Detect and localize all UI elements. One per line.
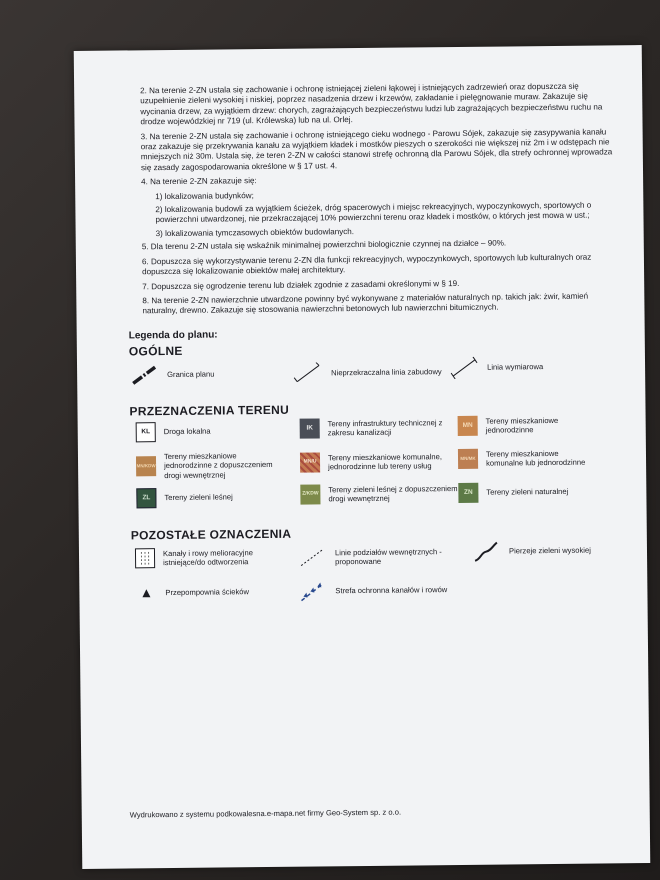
legend-mnu-label: Tereny mieszkaniowe komunalne, jednorodzinne lub tereny usług [327,451,443,472]
protection-zone-icon [297,580,327,602]
legend-pierzeje-label: Pierzeje zieleni wysokiej [508,545,591,556]
drainage-channel-icon [135,548,155,568]
legend-granica [129,364,215,387]
legend-zkdw [300,483,460,505]
building-line-icon [293,362,323,384]
legend-mn-label: Tereny mieszkaniowe jednorodzinne [485,415,559,435]
zl-swatch: ZL [136,488,156,508]
legend-nieprzekraczalna-label: Nieprzekraczalna linia zabudowy [331,367,442,378]
paragraph-3: 3. Na terenie 2-ZN ustala się zachowanie i ochronę istniejącego cieku wodnego - Parowu Sójek, zakazuje się zasypywania kanału oraz zakazuje się przekrywania kanału za wyjątkiem kładek i mostków pieszych o szerokości nie większej niż 2m i w odstępach nie mniejszych niż 30m. Ustala się, że teren 2-ZN w całości stanowi strefę ochronną dla Parowu Sójek, dla strefy ochronnej wprowadza się zasady zagospodarowania określone w § 17 ust. 4. [140,127,613,173]
print-footer: Wydrukowano z systemu podkowalesna.e-mapa.net firmy Geo-System sp. z o.o. [129,807,402,820]
subitem-2: 2) lokalizowania budowli za wyjątkiem ścieżek, dróg spacerowych i miejsc rekreacyjnych, wypoczynkowych, sportowych o powierzchni utwardzonej, nie przekraczającej 10% powierzchni terenu oraz kładek i mostków, o których jest mowa w ust.; [155,200,592,225]
legend-mnkdw [136,451,286,481]
pump-station-triangle-icon [141,588,151,598]
subitem-1: 1) lokalizowania budynków; [155,190,254,201]
legend-zn-label: Tereny zieleni naturalnej [486,487,569,497]
plan-boundary-icon [129,364,159,386]
zn-swatch: ZN [458,483,478,503]
legend-zn [458,482,568,503]
legend-zl [136,487,233,508]
legend-kl-label: Droga lokalna [163,426,211,437]
legend-title: Legenda do planu: [128,329,218,342]
paragraph-4-subitems [141,187,613,240]
mnu-swatch: MN/U [300,452,320,472]
dimension-line-icon [449,357,479,379]
tree-frontage-icon [471,541,501,563]
mnmk-swatch: MN/MK [458,449,478,469]
paragraph-6: 6. Dopuszcza się wykorzystywanie terenu 2-ZN dla funkcji rekreacyjnych, wypoczynkowych, sportowych lub kulturalnych oraz dopuszcza się lokalizowanie obiektów małej architektury. [141,252,592,277]
zkdw-swatch: Z/KDW [300,484,320,504]
legend-przepompownia [141,587,249,598]
legend-strefa [297,579,447,603]
legend-mn [458,415,576,436]
legend-wymiarowa [449,356,543,379]
legend-mnmk-label: Tereny mieszkaniowe komunalne lub jednorodzinne [485,448,586,468]
mn-swatch: MN [458,416,478,436]
document-page [74,45,651,869]
legend-mnkdw-label: Tereny mieszkaniowe jednorodzinne z dopuszczeniem drogi wewnętrznej [163,451,273,480]
kl-swatch: KL [136,422,156,442]
subitem-3: 3) lokalizowania tymczasowych obiektów budowlanych. [155,226,355,239]
legend-mnmk [458,448,588,469]
legend-mnu [300,451,450,473]
legend-ik [300,417,450,439]
legend-granica-label: Granica planu [167,369,215,380]
legend-podzialow-label: Linie podziałów wewnętrznych - proponowane [334,546,442,567]
legend-strefa-label: Strefa ochronna kanałów i rowów [335,585,448,596]
regulation-text [140,81,614,321]
legend-wymiarowa-label: Linia wymiarowa [487,362,544,372]
legend-kanaly [135,547,285,569]
mnkdw-swatch: MN/KDW [136,456,156,476]
paragraph-7: 7. Dopuszcza się ogrodzenie terenu lub działek zgodnie z zasadami określonymi w § 19. [142,278,460,291]
legend-kanaly-label: Kanały i rowy melioracyjne istniejące/do odtworzenia [162,547,253,568]
legend-przepompownia-label: Przepompownia ścieków [165,587,250,598]
internal-division-line-icon [297,546,327,568]
legend-ik-label: Tereny infrastruktury technicznej z zakresu kanalizacji [327,417,443,438]
general-heading: OGÓLNE [128,343,183,359]
legend-podzialow [297,545,457,569]
paragraph-5: 5. Dla terenu 2-ZN ustala się wskaźnik minimalnej powierzchni biologicznie czynnej na działce – 90%. [141,238,507,252]
ik-swatch: IK [300,418,320,438]
legend-kl [136,422,211,443]
legend-zkdw-label: Tereny zieleni leśnej z dopuszczeniem drogi wewnętrznej [328,483,458,504]
legend-zl-label: Tereny zieleni leśnej [164,492,233,503]
paragraph-2: 2. Na terenie 2-ZN ustala się zachowanie i ochronę istniejącej zieleni łąkowej i istniejących zadrzewień oraz dopuszcza się uzupełnienie zieleni wysokiej i niskiej, poprzez nasadzenia drzew i krzewów, zakładanie i pielęgnowanie muraw. Zakazuje się wycinania drzew, za wyjątkiem drzew: chorych, zagrażających bezpieczeństwu ludzi lub zagrażających bezpieczeństwu ruchu na drodze wojewódzkiej nr 719 (ul. Królewska) lub na ul. Orlej. [140,81,603,127]
paragraph-8: 8. Na terenie 2-ZN nawierzchnie utwardzone powinny być wykonywane z materiałów naturalnych np. takich jak: żwir, kamień naturalny, drewno. Zakazuje się stosowania nawierzchni betonowych lub nawierzchni bitumicznych. [142,291,589,316]
other-heading: POZOSTAŁE OZNACZENIA [130,526,292,543]
purpose-heading: PRZEZNACZENIA TERENU [129,402,290,419]
legend-nieprzekraczalna [293,361,442,385]
paragraph-4: 4. Na terenie 2-ZN zakazuje się: [141,176,257,187]
legend-pierzeje [471,540,591,563]
